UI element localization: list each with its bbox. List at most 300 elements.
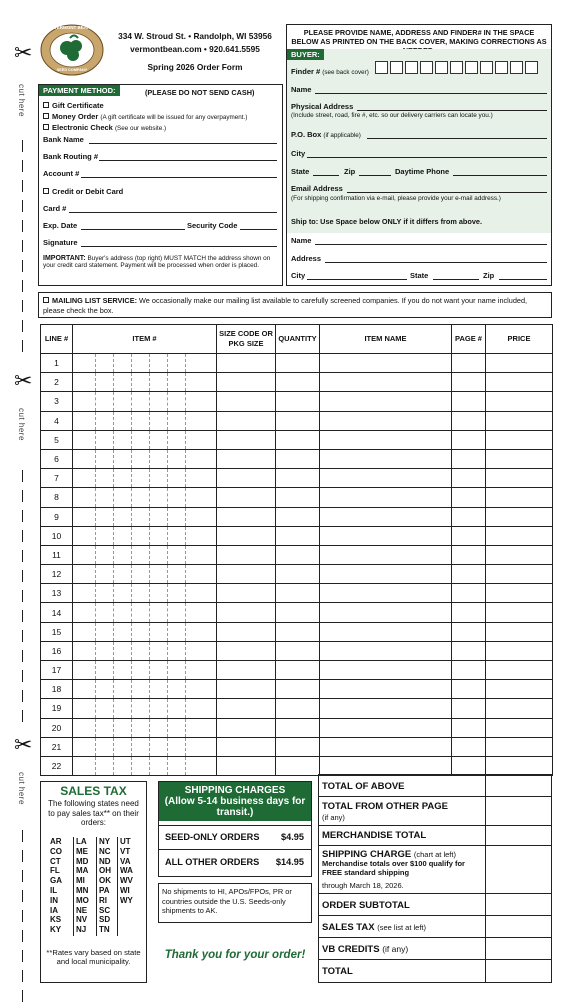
digit-divider [185, 584, 186, 602]
item-name-cell[interactable] [320, 449, 452, 468]
quantity-cell[interactable] [276, 392, 320, 411]
order-subtotal-row [319, 894, 551, 916]
item-name-cell[interactable] [320, 373, 452, 392]
size-code-cell[interactable] [217, 603, 276, 622]
shipping-charges-box [158, 781, 312, 877]
price-cell[interactable] [486, 661, 553, 680]
buyer-name-field[interactable] [315, 93, 547, 94]
digit-divider [185, 488, 186, 506]
quantity-cell[interactable] [276, 756, 320, 775]
digit-divider [95, 603, 96, 621]
item-number-cell[interactable] [73, 641, 217, 660]
item-number-cell[interactable] [73, 622, 217, 641]
item-number-cell[interactable] [73, 680, 217, 699]
quantity-cell[interactable] [276, 545, 320, 564]
company-web-phone: vermontbean.com • 920.641.5595 [130, 44, 260, 54]
table-row [41, 392, 553, 411]
digit-divider [149, 757, 150, 775]
digit-divider [95, 546, 96, 564]
digit-divider [185, 469, 186, 487]
merchandise-total-field[interactable] [487, 827, 550, 844]
page-number-cell[interactable] [452, 354, 486, 373]
item-name-cell[interactable] [320, 737, 452, 756]
price-cell[interactable] [486, 584, 553, 603]
item-name-cell[interactable] [320, 756, 452, 775]
digit-divider [185, 508, 186, 526]
digit-divider [149, 354, 150, 372]
digit-divider [113, 642, 114, 660]
digit-divider [167, 642, 168, 660]
quantity-cell[interactable] [276, 488, 320, 507]
item-name-cell[interactable] [320, 565, 452, 584]
item-name-cell[interactable] [320, 430, 452, 449]
size-code-cell[interactable] [217, 411, 276, 430]
page-number-cell[interactable] [452, 430, 486, 449]
digit-divider [185, 373, 186, 391]
state-code: TN [99, 925, 110, 935]
digit-divider [167, 546, 168, 564]
size-code-cell[interactable] [217, 507, 276, 526]
digit-divider [149, 488, 150, 506]
price-cell[interactable] [486, 488, 553, 507]
price-cell[interactable] [486, 565, 553, 584]
size-code-cell[interactable] [217, 661, 276, 680]
thank-you-message: Thank you for your order! [164, 949, 306, 961]
digit-divider [167, 354, 168, 372]
item-number-cell[interactable] [73, 373, 217, 392]
mailing-list-box [38, 292, 552, 318]
size-code-cell[interactable] [217, 392, 276, 411]
ship-state-field[interactable] [433, 279, 479, 280]
ship-address-field[interactable] [325, 262, 547, 263]
size-code-cell[interactable] [217, 737, 276, 756]
quantity-cell[interactable] [276, 622, 320, 641]
quantity-cell[interactable] [276, 430, 320, 449]
electronic-check-option[interactable]: Electronic Check (See our website.) [43, 123, 166, 132]
col-header-line: LINE # [41, 325, 73, 354]
table-row [41, 449, 553, 468]
quantity-cell[interactable] [276, 661, 320, 680]
zip-field[interactable] [359, 175, 391, 176]
buyer-heading: BUYER: [287, 49, 324, 60]
digit-divider [131, 680, 132, 698]
digit-divider [131, 488, 132, 506]
ship-city-field[interactable] [307, 279, 407, 280]
digit-divider [149, 603, 150, 621]
line-number: 12 [41, 565, 73, 584]
price-cell[interactable] [486, 354, 553, 373]
line-number: 19 [41, 699, 73, 718]
item-number-cell[interactable] [73, 526, 217, 545]
page-number-cell[interactable] [452, 718, 486, 737]
digit-divider [185, 738, 186, 756]
shipping-restriction-note: No shipments to HI, APOs/FPOs, PR or countries outside the U.S. Seeds-only shipments to AK. [162, 887, 292, 915]
line-number: 2 [41, 373, 73, 392]
digit-divider [185, 354, 186, 372]
physical-address-field[interactable] [357, 110, 547, 111]
page-number-cell[interactable] [452, 680, 486, 699]
mailing-opt-out-checkbox[interactable] [43, 297, 49, 303]
email-label: Email Address [291, 184, 343, 193]
free-shipping-date: through March 18, 2026. [322, 881, 404, 890]
line-number: 20 [41, 718, 73, 737]
size-code-cell[interactable] [217, 449, 276, 468]
digit-divider [131, 738, 132, 756]
quantity-cell[interactable] [276, 469, 320, 488]
exp-date-field[interactable] [81, 229, 185, 230]
digit-divider [131, 431, 132, 449]
item-number-cell[interactable] [73, 545, 217, 564]
item-name-cell[interactable] [320, 622, 452, 641]
ship-name-field[interactable] [315, 244, 547, 245]
shipping-charge-field[interactable] [487, 847, 550, 892]
digit-divider [167, 508, 168, 526]
page-number-cell[interactable] [452, 526, 486, 545]
state-field[interactable] [313, 175, 339, 176]
quantity-cell[interactable] [276, 737, 320, 756]
digit-divider [113, 623, 114, 641]
sales-tax-intro: The following states need to pay sales tax** on their orders: [48, 799, 139, 827]
total-other-page-field[interactable] [487, 798, 550, 824]
price-cell[interactable] [486, 545, 553, 564]
vb-credits-field[interactable] [487, 939, 550, 958]
quantity-cell[interactable] [276, 603, 320, 622]
digit-divider [149, 680, 150, 698]
item-name-cell[interactable] [320, 699, 452, 718]
item-name-cell[interactable] [320, 584, 452, 603]
price-cell[interactable] [486, 622, 553, 641]
page-number-cell[interactable] [452, 545, 486, 564]
price-cell[interactable] [486, 641, 553, 660]
quantity-cell[interactable] [276, 373, 320, 392]
shipping-charge-label: SHIPPING CHARGE (chart at left) [322, 849, 456, 860]
item-name-cell[interactable] [320, 661, 452, 680]
quantity-cell[interactable] [276, 411, 320, 430]
price-cell[interactable] [486, 756, 553, 775]
digit-divider [131, 354, 132, 372]
digit-divider [95, 392, 96, 410]
price-cell[interactable] [486, 718, 553, 737]
card-number-field[interactable] [69, 212, 277, 213]
item-number-cell[interactable] [73, 584, 217, 603]
digit-divider [95, 623, 96, 641]
state-code: MI [76, 876, 85, 886]
price-cell[interactable] [486, 411, 553, 430]
payment-note: (PLEASE DO NOT SEND CASH) [145, 88, 255, 97]
digit-divider [149, 392, 150, 410]
bank-routing-field[interactable] [99, 160, 277, 161]
seed-only-row: SEED-ONLY ORDERS $4.95 [159, 825, 311, 850]
size-code-cell[interactable] [217, 584, 276, 603]
digit-divider [185, 431, 186, 449]
checkbox[interactable] [43, 113, 49, 119]
digit-divider [185, 412, 186, 430]
digit-divider [131, 412, 132, 430]
state-code: LA [76, 837, 87, 846]
po-box-field[interactable] [367, 138, 547, 139]
size-code-cell[interactable] [217, 565, 276, 584]
sales-tax-field[interactable] [487, 917, 550, 936]
city-label: City [291, 149, 306, 158]
item-number-cell[interactable] [73, 430, 217, 449]
checkbox[interactable] [43, 102, 49, 108]
page-number-cell[interactable] [452, 411, 486, 430]
price-cell[interactable] [486, 526, 553, 545]
size-code-cell[interactable] [217, 373, 276, 392]
digit-divider [185, 392, 186, 410]
gift-certificate-option[interactable]: Gift Certificate [43, 101, 104, 110]
payment-heading: PAYMENT METHOD: [39, 85, 120, 96]
digit-divider [95, 699, 96, 717]
bank-name-field[interactable] [89, 143, 277, 144]
size-code-cell[interactable] [217, 699, 276, 718]
order-subtotal-field[interactable] [487, 895, 550, 914]
email-field[interactable] [347, 192, 547, 193]
digit-divider [167, 699, 168, 717]
item-name-cell[interactable] [320, 507, 452, 526]
ship-state-label: State [410, 271, 429, 280]
state-code: VA [120, 856, 131, 866]
state-code: WV [120, 876, 133, 886]
size-code-cell[interactable] [217, 354, 276, 373]
logo-top-text: VERMONT BEAN [53, 25, 91, 30]
digit-divider [185, 565, 186, 583]
page-number-cell[interactable] [452, 584, 486, 603]
buyer-fields-panel [287, 49, 551, 233]
size-code-cell[interactable] [217, 469, 276, 488]
digit-divider [113, 488, 114, 506]
digit-divider [113, 738, 114, 756]
line-number: 3 [41, 392, 73, 411]
quantity-cell[interactable] [276, 354, 320, 373]
item-name-cell[interactable] [320, 392, 452, 411]
item-name-cell[interactable] [320, 641, 452, 660]
page-number-cell[interactable] [452, 699, 486, 718]
line-number: 1 [41, 354, 73, 373]
page-number-cell[interactable] [452, 392, 486, 411]
size-code-cell[interactable] [217, 680, 276, 699]
digit-divider [95, 469, 96, 487]
finder-label: Finder # (see back cover) [291, 67, 369, 76]
price-cell[interactable] [486, 737, 553, 756]
page-number-cell[interactable] [452, 603, 486, 622]
table-row [41, 661, 553, 680]
table-row [41, 603, 553, 622]
item-name-cell[interactable] [320, 545, 452, 564]
digit-divider [95, 642, 96, 660]
page-number-cell[interactable] [452, 449, 486, 468]
quantity-cell[interactable] [276, 507, 320, 526]
grand-total-label: TOTAL [322, 966, 353, 977]
item-name-cell[interactable] [320, 488, 452, 507]
state-code: CT [50, 856, 61, 866]
shipping-header [159, 782, 311, 821]
digit-divider [113, 584, 114, 602]
item-number-cell[interactable] [73, 603, 217, 622]
digit-divider [185, 719, 186, 737]
line-number: 22 [41, 756, 73, 775]
signature-field[interactable] [81, 246, 277, 247]
line-number: 5 [41, 430, 73, 449]
sales-tax-box [40, 781, 147, 983]
digit-divider [113, 603, 114, 621]
merchandise-total-row [319, 826, 551, 846]
digit-divider [149, 546, 150, 564]
state-code: SC [99, 905, 111, 915]
price-cell[interactable] [486, 430, 553, 449]
city-field[interactable] [307, 157, 547, 158]
ship-zip-field[interactable] [499, 279, 547, 280]
item-number-cell[interactable] [73, 392, 217, 411]
item-name-cell[interactable] [320, 411, 452, 430]
quantity-cell[interactable] [276, 718, 320, 737]
quantity-cell[interactable] [276, 680, 320, 699]
state-code: MA [76, 866, 89, 876]
digit-divider [167, 738, 168, 756]
item-name-cell[interactable] [320, 526, 452, 545]
exp-date-label: Exp. Date [43, 221, 78, 230]
price-cell[interactable] [486, 699, 553, 718]
daytime-phone-field[interactable] [453, 175, 547, 176]
item-number-cell[interactable] [73, 661, 217, 680]
digit-divider [185, 450, 186, 468]
col-header-page: PAGE # [452, 325, 486, 354]
ship-zip-label: Zip [483, 271, 495, 280]
item-name-cell[interactable] [320, 718, 452, 737]
size-code-cell[interactable] [217, 622, 276, 641]
price-cell[interactable] [486, 680, 553, 699]
item-number-cell[interactable] [73, 469, 217, 488]
page-number-cell[interactable] [452, 373, 486, 392]
page-number-cell[interactable] [452, 565, 486, 584]
card-number-label: Card # [43, 204, 67, 213]
quantity-cell[interactable] [276, 584, 320, 603]
checkbox[interactable] [43, 124, 49, 130]
total-of-above-field[interactable] [487, 776, 550, 795]
item-number-cell[interactable] [73, 488, 217, 507]
line-number: 9 [41, 507, 73, 526]
state-code: RI [99, 895, 107, 905]
quantity-cell[interactable] [276, 449, 320, 468]
digit-divider [131, 450, 132, 468]
digit-divider [95, 412, 96, 430]
account-field[interactable] [81, 177, 277, 178]
price-cell[interactable] [486, 392, 553, 411]
state-list [50, 837, 138, 936]
table-row [41, 622, 553, 641]
item-name-cell[interactable] [320, 680, 452, 699]
item-name-cell[interactable] [320, 354, 452, 373]
quantity-cell[interactable] [276, 526, 320, 545]
price-cell[interactable] [486, 603, 553, 622]
quantity-cell[interactable] [276, 641, 320, 660]
security-code-field[interactable] [240, 229, 277, 230]
zip-label: Zip [344, 167, 356, 176]
quantity-cell[interactable] [276, 565, 320, 584]
digit-divider [149, 373, 150, 391]
page-number-cell[interactable] [452, 507, 486, 526]
item-number-cell[interactable] [73, 411, 217, 430]
page-number-cell[interactable] [452, 488, 486, 507]
all-other-row: ALL OTHER ORDERS $14.95 [165, 857, 304, 867]
item-number-cell[interactable] [73, 699, 217, 718]
size-code-cell[interactable] [217, 718, 276, 737]
total-other-page-label: TOTAL FROM OTHER PAGE [322, 801, 448, 812]
item-name-cell[interactable] [320, 603, 452, 622]
item-number-cell[interactable] [73, 756, 217, 775]
item-number-cell[interactable] [73, 449, 217, 468]
state-code: CO [50, 846, 62, 856]
item-number-cell[interactable] [73, 737, 217, 756]
item-name-cell[interactable] [320, 469, 452, 488]
digit-divider [167, 661, 168, 679]
size-code-cell[interactable] [217, 526, 276, 545]
digit-divider [95, 719, 96, 737]
price-cell[interactable] [486, 449, 553, 468]
digit-divider [185, 603, 186, 621]
price-cell[interactable] [486, 373, 553, 392]
digit-divider [131, 603, 132, 621]
checkbox[interactable] [43, 188, 49, 194]
digit-divider [185, 699, 186, 717]
finder-number-field[interactable] [375, 61, 540, 74]
vb-credits-row [319, 938, 551, 960]
digit-divider [149, 412, 150, 430]
money-order-option[interactable]: Money Order (A gift certificate will be issued for any overpayment.) [43, 112, 247, 121]
important-note: IMPORTANT: Buyer's address (top right) MUST MATCH the address shown on your credit card statement. Payment will be processed when order is placed. [43, 255, 271, 270]
price-cell[interactable] [486, 507, 553, 526]
page-number-cell[interactable] [452, 469, 486, 488]
order-subtotal-label: ORDER SUBTOTAL [322, 900, 410, 911]
grand-total-field[interactable] [487, 961, 550, 980]
item-number-cell[interactable] [73, 718, 217, 737]
page-number-cell[interactable] [452, 622, 486, 641]
digit-divider [167, 623, 168, 641]
digit-divider [131, 565, 132, 583]
ship-name-label: Name [291, 236, 312, 245]
size-code-cell[interactable] [217, 641, 276, 660]
account-label: Account # [43, 169, 80, 178]
state-code: MD [76, 856, 89, 866]
price-cell[interactable] [486, 469, 553, 488]
item-number-cell[interactable] [73, 507, 217, 526]
page-number-cell[interactable] [452, 756, 486, 775]
digit-divider [149, 450, 150, 468]
digit-divider [131, 469, 132, 487]
page-number-cell[interactable] [452, 737, 486, 756]
shipping-title: SHIPPING CHARGES [184, 785, 286, 796]
item-number-cell[interactable] [73, 565, 217, 584]
size-code-cell[interactable] [217, 545, 276, 564]
page-number-cell[interactable] [452, 641, 486, 660]
digit-divider [113, 565, 114, 583]
size-code-cell[interactable] [217, 488, 276, 507]
scissors-icon: ✂ [14, 40, 33, 65]
size-code-cell[interactable] [217, 430, 276, 449]
digit-divider [185, 527, 186, 545]
digit-divider [113, 527, 114, 545]
item-number-cell[interactable] [73, 354, 217, 373]
state-code: ME [76, 846, 88, 856]
page-number-cell[interactable] [452, 661, 486, 680]
digit-divider [113, 680, 114, 698]
state-label: State [291, 167, 310, 176]
size-code-cell[interactable] [217, 756, 276, 775]
digit-divider [113, 431, 114, 449]
quantity-cell[interactable] [276, 699, 320, 718]
digit-divider [131, 757, 132, 775]
credit-card-option[interactable]: Credit or Debit Card [43, 187, 123, 196]
